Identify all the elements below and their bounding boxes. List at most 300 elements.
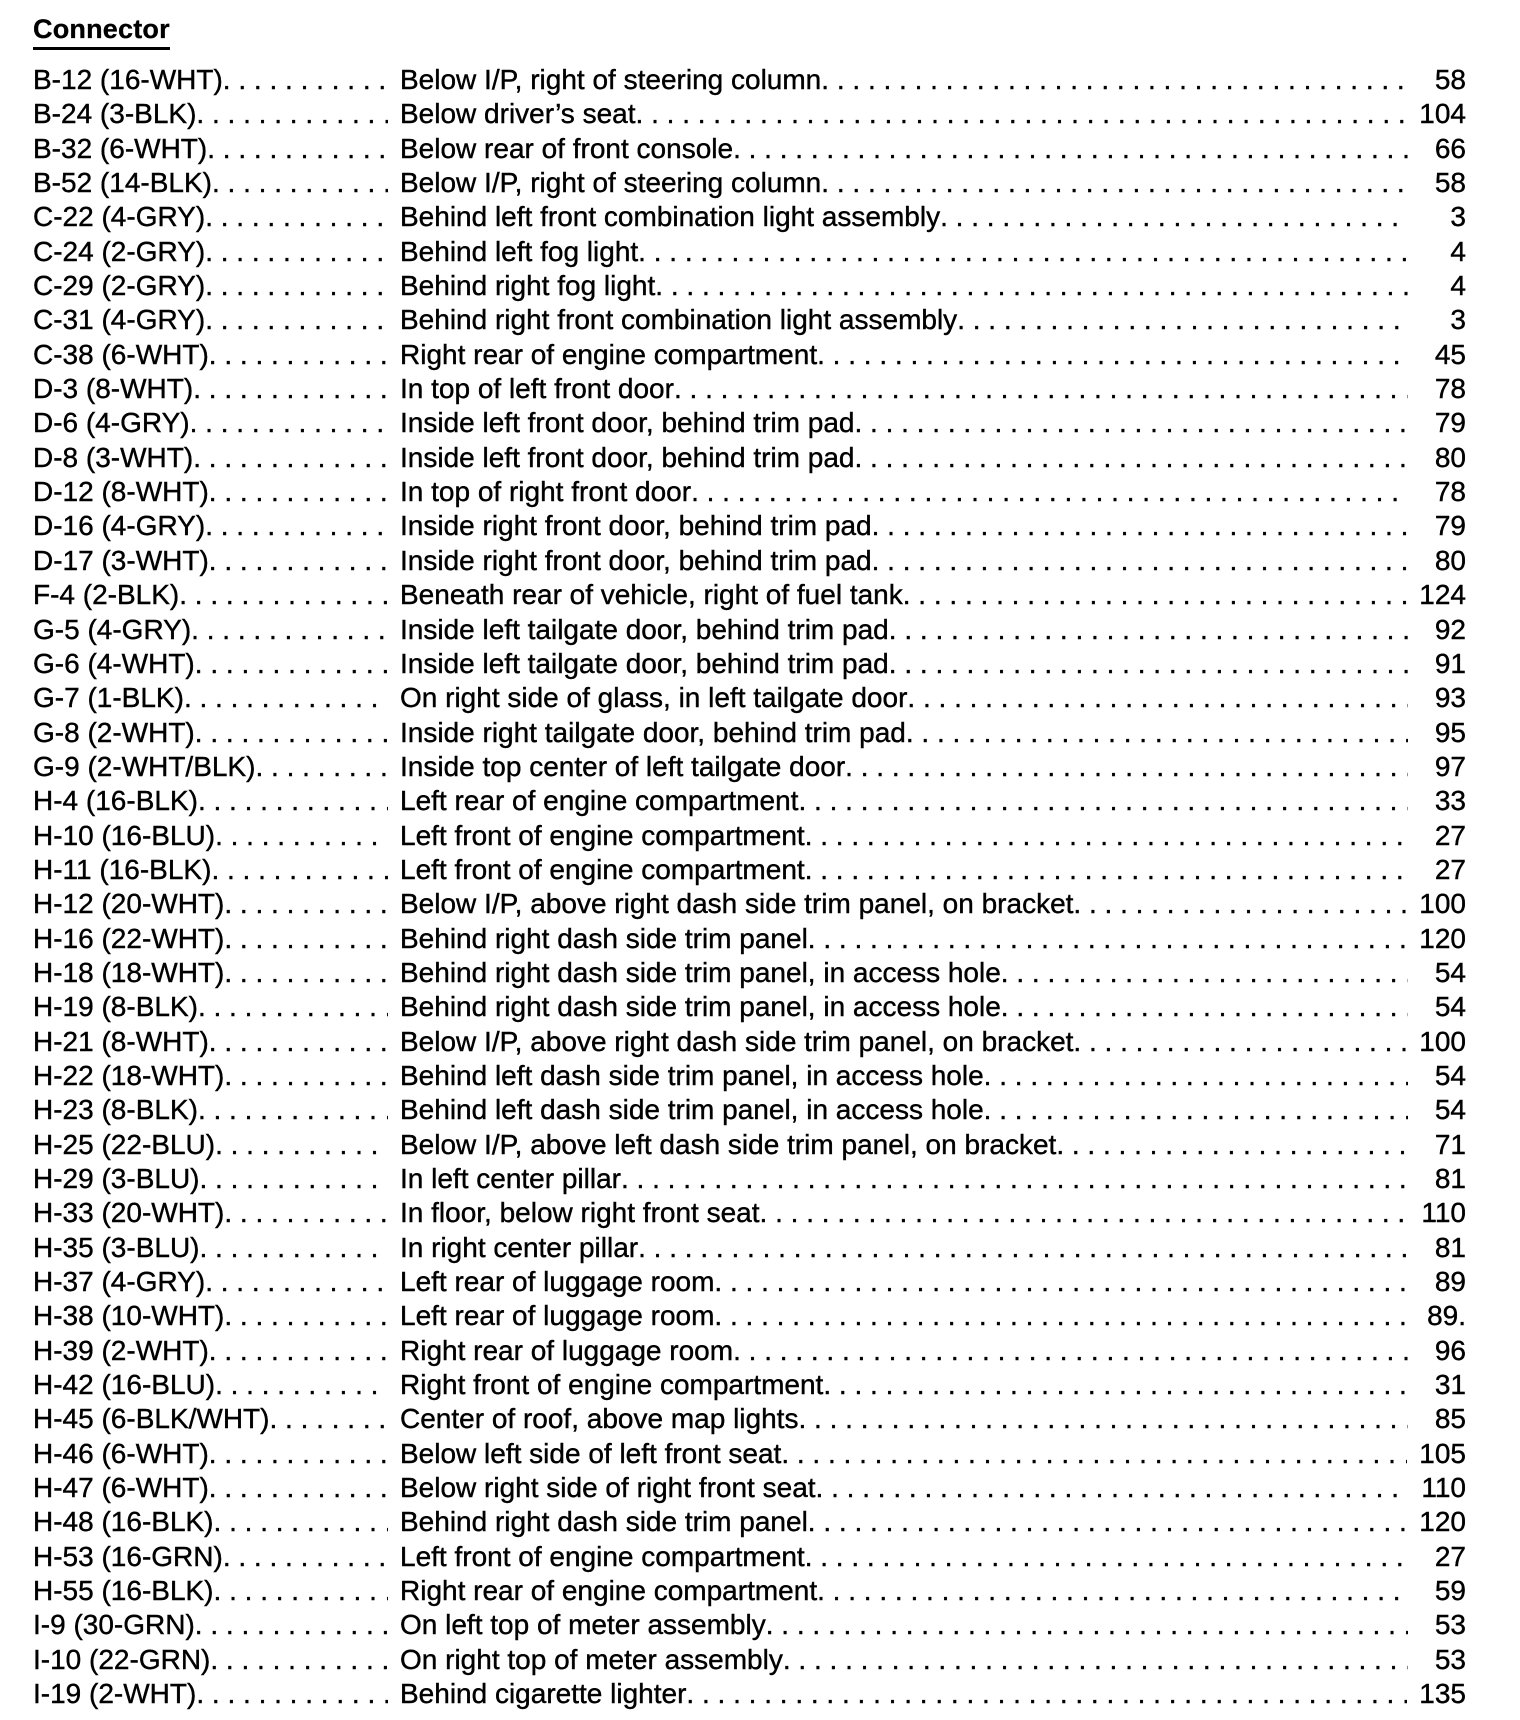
- connector-cell: [33, 613, 400, 647]
- location-cell: [400, 1608, 1408, 1642]
- connector-cell: [33, 303, 400, 337]
- page-number: 78: [1434, 373, 1466, 405]
- table-row: [33, 338, 1466, 372]
- connector-cell: [33, 922, 400, 956]
- dot-leader: [205, 269, 388, 303]
- dot-leader: [224, 1059, 388, 1093]
- location-text: Below I/P, right of steering column: [400, 167, 822, 199]
- location-text: Left rear of luggage room: [400, 1300, 715, 1332]
- dot-leader: [209, 1437, 388, 1471]
- dot-leader: [1056, 1128, 1408, 1162]
- connector-cell: [33, 1196, 400, 1230]
- page-title: Connector: [33, 14, 170, 50]
- connector-cell: [33, 269, 400, 303]
- table-row: [33, 1608, 1466, 1642]
- page-number: 53: [1434, 1609, 1466, 1641]
- dot-leader: [781, 1437, 1407, 1471]
- dot-leader: [1073, 1025, 1407, 1059]
- location-text: Below I/P, above right dash side trim panel, on bracket: [400, 888, 1074, 920]
- location-text: In floor, below right front seat: [400, 1197, 760, 1229]
- dot-leader: [805, 853, 1408, 887]
- page-number: 124: [1419, 579, 1466, 611]
- location-cell: [400, 647, 1408, 681]
- table-row: [33, 613, 1466, 647]
- dot-leader: [198, 784, 388, 818]
- location-cell: [400, 166, 1408, 200]
- page-number: 89: [1434, 1266, 1466, 1298]
- dot-leader: [196, 97, 388, 131]
- table-row: [33, 922, 1466, 956]
- connector-id: H-46 (6-WHT): [33, 1437, 209, 1469]
- connector-cell: [33, 1162, 400, 1196]
- table-row: [33, 166, 1466, 200]
- table-row: [33, 97, 1466, 131]
- dot-leader: [783, 1643, 1408, 1677]
- location-cell: [400, 303, 1408, 337]
- page-number: 96: [1434, 1334, 1466, 1366]
- dot-leader: [224, 956, 388, 990]
- connector-id: B-24 (3-BLK): [33, 98, 197, 130]
- dot-leader: [224, 887, 388, 921]
- page-number: 4: [1450, 235, 1466, 267]
- location-text: Below rear of front console: [400, 132, 734, 164]
- table-row: [33, 269, 1466, 303]
- connector-id: H-37 (4-GRY): [33, 1266, 206, 1298]
- connector-id: H-10 (16-BLU): [33, 819, 216, 851]
- dot-leader: [199, 1231, 388, 1265]
- connector-id: C-31 (4-GRY): [33, 304, 206, 336]
- table-row: [33, 1265, 1466, 1299]
- connector-id: H-4 (16-BLK): [33, 785, 198, 817]
- connector-cell: [33, 647, 400, 681]
- dot-leader: [906, 716, 1408, 750]
- connector-cell: [33, 1128, 400, 1162]
- table-row: [33, 1334, 1466, 1368]
- table-row: [33, 1471, 1466, 1505]
- table-row: [33, 1505, 1466, 1539]
- table-row: [33, 544, 1466, 578]
- connector-cell: [33, 1540, 400, 1574]
- connector-id: B-12 (16-WHT): [33, 64, 223, 95]
- location-text: Below I/P, above right dash side trim panel, on bracket: [400, 1025, 1074, 1057]
- location-cell: [400, 1505, 1407, 1539]
- table-row: [33, 1231, 1466, 1265]
- connector-id: H-48 (16-BLK): [33, 1506, 214, 1538]
- connector-id: H-42 (16-BLU): [33, 1369, 216, 1401]
- connector-id: G-6 (4-WHT): [33, 647, 195, 679]
- table-row: [33, 1540, 1466, 1574]
- table-row: [33, 1093, 1466, 1127]
- location-cell: [400, 613, 1408, 647]
- dot-leader: [638, 235, 1408, 269]
- table-row: [33, 784, 1466, 818]
- dot-leader: [957, 303, 1408, 337]
- connector-id: B-32 (6-WHT): [33, 132, 208, 164]
- location-cell: [400, 63, 1408, 97]
- location-cell: [400, 1265, 1408, 1299]
- connector-id: D-6 (4-GRY): [33, 407, 190, 439]
- connector-id: H-22 (18-WHT): [33, 1059, 225, 1091]
- connector-cell: [33, 1437, 400, 1471]
- dot-leader: [940, 200, 1408, 234]
- location-text: Behind right fog light: [400, 270, 656, 302]
- connector-id: C-24 (2-GRY): [33, 235, 206, 267]
- connector-cell: [33, 1059, 400, 1093]
- dot-leader: [808, 1505, 1407, 1539]
- dot-leader: [214, 1505, 388, 1539]
- connector-cell: [33, 1025, 400, 1059]
- dot-leader: [798, 784, 1408, 818]
- dot-leader: [845, 750, 1408, 784]
- page-number: 91: [1434, 647, 1466, 679]
- location-text: Behind right dash side trim panel, in access hole: [400, 956, 1001, 988]
- dot-leader: [1001, 956, 1408, 990]
- connector-table: [33, 63, 1466, 1712]
- connector-id: D-16 (4-GRY): [33, 510, 206, 542]
- dot-leader: [714, 1299, 1408, 1333]
- location-cell: [400, 956, 1408, 990]
- connector-id: C-22 (4-GRY): [33, 201, 206, 233]
- location-cell: [400, 1059, 1408, 1093]
- dot-leader: [179, 578, 388, 612]
- page-number: 54: [1434, 956, 1466, 988]
- connector-id: I-10 (22-GRN): [33, 1643, 211, 1675]
- location-text: Behind right dash side trim panel: [400, 1506, 808, 1538]
- dot-leader: [193, 441, 388, 475]
- dot-leader: [211, 853, 388, 887]
- location-text: Right front of engine compartment: [400, 1369, 824, 1401]
- dot-leader: [733, 1334, 1408, 1368]
- table-row: [33, 303, 1466, 337]
- dot-leader: [798, 1402, 1408, 1436]
- connector-cell: [33, 819, 400, 853]
- location-cell: [400, 132, 1408, 166]
- dot-leader: [636, 97, 1408, 131]
- table-row: [33, 1128, 1466, 1162]
- table-row: [33, 475, 1466, 509]
- page-number: 31: [1434, 1369, 1466, 1401]
- dot-leader: [195, 647, 388, 681]
- location-cell: [400, 990, 1408, 1024]
- connector-id: G-5 (4-GRY): [33, 613, 192, 645]
- connector-cell: [33, 1574, 400, 1608]
- page-number: 93: [1434, 682, 1466, 714]
- table-row: [33, 819, 1466, 853]
- page-number: 27: [1434, 819, 1466, 851]
- location-text: Behind left front combination light assembly: [400, 201, 941, 233]
- page-number: 53: [1434, 1643, 1466, 1675]
- location-cell: [400, 509, 1408, 543]
- dot-leader: [215, 819, 388, 853]
- page-number: 104: [1419, 98, 1466, 130]
- page-number: 110: [1421, 1472, 1466, 1504]
- connector-cell: [33, 1505, 400, 1539]
- location-cell: [400, 922, 1407, 956]
- dot-leader: [209, 338, 388, 372]
- connector-id: C-38 (6-WHT): [33, 338, 209, 370]
- connector-id: H-55 (16-BLK): [33, 1575, 214, 1607]
- location-text: Behind right dash side trim panel, in access hole: [400, 991, 1001, 1023]
- dot-leader: [205, 200, 388, 234]
- table-row: [33, 990, 1466, 1024]
- connector-cell: [33, 544, 400, 578]
- dot-leader: [903, 578, 1408, 612]
- dot-leader: [817, 1574, 1408, 1608]
- dot-leader: [889, 613, 1408, 647]
- location-text: Beneath rear of vehicle, right of fuel tank: [400, 579, 903, 611]
- page-number: 97: [1434, 750, 1466, 782]
- location-text: Behind cigarette lighter: [400, 1678, 687, 1710]
- dot-leader: [821, 166, 1408, 200]
- table-row: [33, 750, 1466, 784]
- dot-leader: [190, 406, 388, 440]
- connector-id: H-47 (6-WHT): [33, 1472, 209, 1504]
- connector-cell: [33, 887, 400, 921]
- location-text: On left top of meter assembly: [400, 1609, 766, 1641]
- connector-cell: [33, 750, 400, 784]
- dot-leader: [269, 1402, 388, 1436]
- dot-leader: [1001, 990, 1408, 1024]
- table-row: [33, 887, 1466, 921]
- connector-cell: [33, 97, 400, 131]
- connector-cell: [33, 406, 400, 440]
- location-cell: [400, 750, 1408, 784]
- connector-cell: [33, 1402, 400, 1436]
- table-row: [33, 1196, 1466, 1230]
- dot-leader: [215, 1128, 388, 1162]
- connector-id: H-38 (10-WHT): [33, 1300, 225, 1332]
- location-cell: [400, 1471, 1408, 1505]
- location-text: In top of left front door: [400, 373, 674, 405]
- connector-id: G-7 (1-BLK): [33, 682, 184, 714]
- dot-leader: [224, 922, 388, 956]
- dot-leader: [223, 63, 388, 97]
- location-cell: [400, 200, 1408, 234]
- location-text: Inside top center of left tailgate door: [400, 750, 846, 782]
- location-text: Right rear of luggage room: [400, 1334, 734, 1366]
- connector-cell: [33, 784, 400, 818]
- table-row: [33, 716, 1466, 750]
- location-text: Inside left front door, behind trim pad: [400, 407, 855, 439]
- location-text: Left rear of luggage room: [400, 1266, 715, 1298]
- connector-id: H-23 (8-BLK): [33, 1094, 198, 1126]
- location-cell: [400, 1402, 1408, 1436]
- dot-leader: [808, 922, 1407, 956]
- location-text: Below driver’s seat: [400, 98, 636, 130]
- page-number: 27: [1434, 1540, 1466, 1572]
- connector-cell: [33, 441, 400, 475]
- connector-id: D-12 (8-WHT): [33, 476, 209, 508]
- connector-cell: [33, 716, 400, 750]
- location-text: Below I/P, above left dash side trim panel, on bracket: [400, 1128, 1057, 1160]
- page-number: 80: [1434, 441, 1466, 473]
- location-text: Inside right front door, behind trim pad: [400, 544, 872, 576]
- connector-cell: [33, 990, 400, 1024]
- dot-leader: [210, 1643, 388, 1677]
- location-text: Inside left tailgate door, behind trim pad: [400, 613, 889, 645]
- connector-cell: [33, 235, 400, 269]
- connector-cell: [33, 853, 400, 887]
- dot-leader: [205, 303, 388, 337]
- location-text: Behind right dash side trim panel: [400, 922, 808, 954]
- page-number: 78: [1434, 476, 1466, 508]
- location-cell: [400, 97, 1407, 131]
- location-cell: [400, 1437, 1407, 1471]
- location-cell: [400, 338, 1408, 372]
- location-text: Left front of engine compartment: [400, 819, 805, 851]
- location-text: Behind left dash side trim panel, in access hole: [400, 1059, 984, 1091]
- connector-id: H-39 (2-WHT): [33, 1334, 209, 1366]
- connector-id: G-8 (2-WHT): [33, 716, 195, 748]
- table-row: [33, 1299, 1466, 1333]
- dot-leader: [823, 1368, 1408, 1402]
- dot-leader: [196, 1677, 388, 1711]
- connector-id: H-16 (22-WHT): [33, 922, 225, 954]
- dot-leader: [621, 1162, 1408, 1196]
- dot-leader: [805, 819, 1408, 853]
- dot-leader: [817, 338, 1408, 372]
- page-number: 89.: [1427, 1300, 1466, 1332]
- page-number: 120: [1419, 922, 1466, 954]
- dot-leader: [207, 132, 388, 166]
- dot-leader: [195, 1608, 388, 1642]
- table-row: [33, 647, 1466, 681]
- connector-id: F-4 (2-BLK): [33, 579, 180, 611]
- connector-id: H-53 (16-GRN): [33, 1540, 223, 1572]
- table-row: [33, 509, 1466, 543]
- location-cell: [400, 681, 1408, 715]
- page-number: 54: [1434, 1059, 1466, 1091]
- dot-leader: [766, 1608, 1408, 1642]
- dot-leader: [195, 716, 388, 750]
- connector-id: D-3 (8-WHT): [33, 373, 194, 405]
- table-row: [33, 1402, 1466, 1436]
- connector-cell: [33, 1368, 400, 1402]
- dot-leader: [198, 1093, 388, 1127]
- connector-id: H-11 (16-BLK): [33, 853, 212, 885]
- location-cell: [400, 406, 1408, 440]
- page-number: 33: [1434, 785, 1466, 817]
- dot-leader: [209, 1025, 388, 1059]
- location-cell: [400, 853, 1408, 887]
- dot-leader: [855, 406, 1409, 440]
- location-text: In right center pillar: [400, 1231, 639, 1263]
- table-row: [33, 1437, 1466, 1471]
- connector-id: H-19 (8-BLK): [33, 991, 198, 1023]
- page-number: 66: [1434, 132, 1466, 164]
- connector-cell: [33, 1471, 400, 1505]
- dot-leader: [205, 1265, 388, 1299]
- page-number: 85: [1434, 1403, 1466, 1435]
- connector-cell: [33, 1643, 400, 1677]
- dot-leader: [655, 269, 1408, 303]
- connector-cell: [33, 1334, 400, 1368]
- table-row: [33, 1025, 1466, 1059]
- page-number: 135: [1419, 1678, 1466, 1710]
- table-row: [33, 681, 1466, 715]
- page-number: 100: [1419, 888, 1466, 920]
- table-row: [33, 1059, 1466, 1093]
- table-row: [33, 235, 1466, 269]
- connector-id: H-29 (3-BLU): [33, 1163, 200, 1194]
- connector-cell: [33, 1608, 400, 1642]
- dot-leader: [907, 681, 1408, 715]
- dot-leader: [733, 132, 1408, 166]
- dot-leader: [214, 1574, 388, 1608]
- dot-leader: [686, 1677, 1407, 1711]
- dot-leader: [984, 1093, 1408, 1127]
- location-cell: [400, 1643, 1408, 1677]
- page-number: 81: [1434, 1163, 1466, 1194]
- connector-cell: [33, 956, 400, 990]
- dot-leader: [209, 1471, 388, 1505]
- location-text: Left front of engine compartment: [400, 1540, 805, 1572]
- connector-cell: [33, 681, 400, 715]
- connector-id: C-29 (2-GRY): [33, 270, 206, 302]
- location-text: In left center pillar: [400, 1163, 621, 1194]
- page-number: 3: [1450, 304, 1466, 336]
- location-cell: [400, 1677, 1407, 1711]
- dot-leader: [638, 1231, 1408, 1265]
- connector-cell: [33, 372, 400, 406]
- table-row: [33, 853, 1466, 887]
- table-row: [33, 63, 1466, 97]
- connector-id: H-45 (6-BLK/WHT): [33, 1403, 270, 1435]
- table-row: [33, 956, 1466, 990]
- connector-cell: [33, 475, 400, 509]
- page-number: 110: [1421, 1197, 1466, 1229]
- table-row: [33, 1643, 1466, 1677]
- dot-leader: [224, 1299, 388, 1333]
- dot-leader: [889, 647, 1408, 681]
- table-row: [33, 132, 1466, 166]
- dot-leader: [872, 544, 1408, 578]
- table-row: [33, 441, 1466, 475]
- connector-id: H-33 (20-WHT): [33, 1197, 225, 1229]
- page-number: 58: [1434, 167, 1466, 199]
- location-cell: [400, 1196, 1408, 1230]
- location-text: Below I/P, right of steering column: [400, 64, 822, 95]
- table-row: [33, 1368, 1466, 1402]
- location-text: Below right side of right front seat: [400, 1472, 816, 1504]
- page-number: 120: [1419, 1506, 1466, 1538]
- dot-leader: [209, 544, 388, 578]
- connector-cell: [33, 1677, 400, 1711]
- page-number: 59: [1434, 1575, 1466, 1607]
- page-number: 71: [1434, 1128, 1466, 1160]
- connector-id: H-35 (3-BLU): [33, 1231, 200, 1263]
- location-text: On right top of meter assembly: [400, 1643, 783, 1675]
- location-text: Inside left front door, behind trim pad: [400, 441, 855, 473]
- connector-id: D-8 (3-WHT): [33, 441, 194, 473]
- connector-cell: [33, 509, 400, 543]
- location-cell: [400, 784, 1408, 818]
- location-text: Left rear of engine compartment: [400, 785, 799, 817]
- table-row: [33, 1162, 1466, 1196]
- dot-leader: [805, 1540, 1408, 1574]
- location-text: Inside left tailgate door, behind trim pad: [400, 647, 889, 679]
- connector-id: H-12 (20-WHT): [33, 888, 225, 920]
- location-text: Left front of engine compartment: [400, 853, 805, 885]
- page-number: 3: [1450, 201, 1466, 233]
- table-row: [33, 578, 1466, 612]
- dot-leader: [691, 475, 1408, 509]
- page-number: 92: [1434, 613, 1466, 645]
- connector-id: H-21 (8-WHT): [33, 1025, 209, 1057]
- location-cell: [400, 235, 1408, 269]
- connector-cell: [33, 132, 400, 166]
- dot-leader: [255, 750, 388, 784]
